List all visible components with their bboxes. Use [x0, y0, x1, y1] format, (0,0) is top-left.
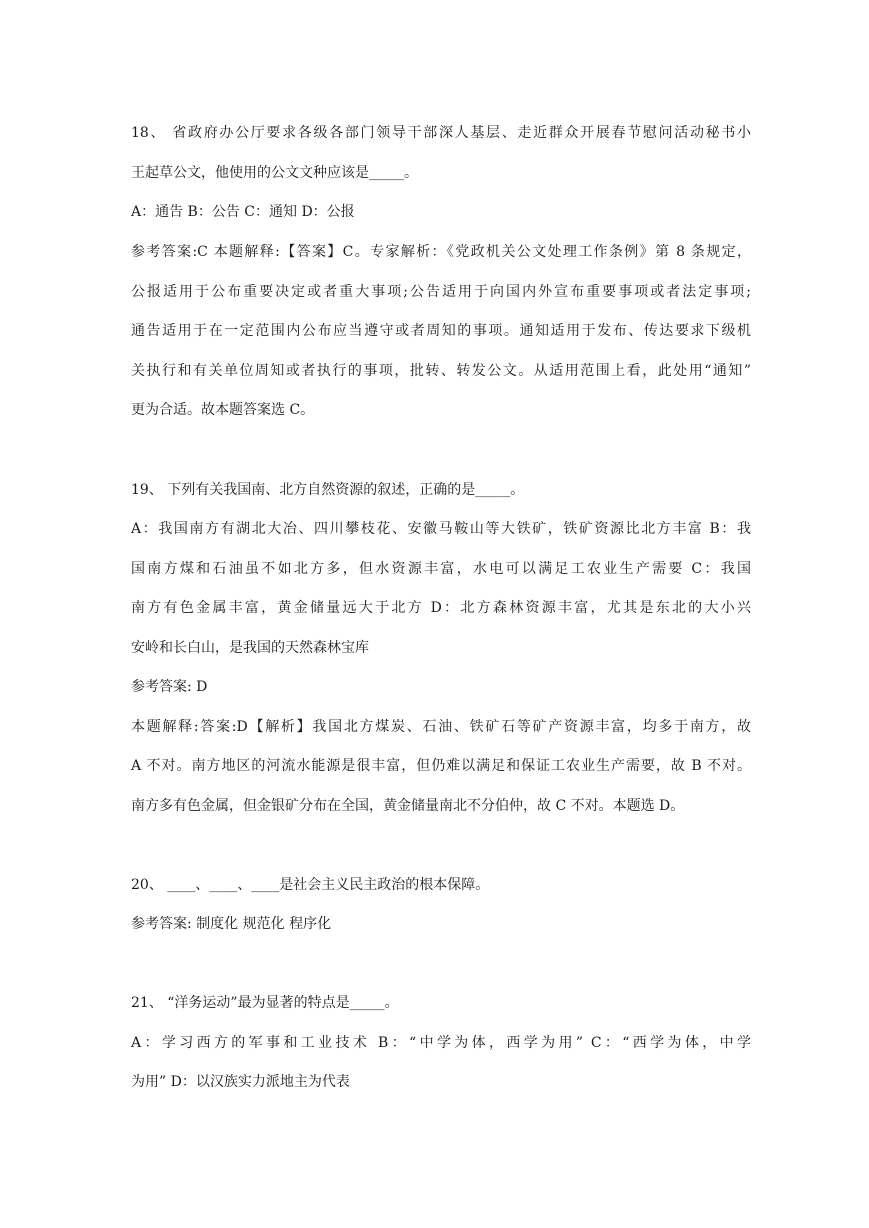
question-19-explanation-line-1: 本题解释:答案:D【解析】我国北方煤炭、石油、铁矿石等矿产资源丰富，均多于南方，故 — [131, 719, 751, 735]
question-20-answer: 参考答案: 制度化 规范化 程序化 — [131, 916, 332, 932]
question-18-answer-line-1: 参考答案:C 本题解释:【答案】C。专家解析：《党政机关公文处理工作条例》第 8 条规定， — [131, 244, 751, 260]
question-21-stem: 21、 “洋务运动”最为显著的特点是_____。 — [131, 995, 399, 1011]
question-18-answer-line-4: 关执行和有关单位周知或者执行的事项，批转、转发公文。从适用范围上看，此处用“通知” — [131, 363, 751, 379]
question-19-explanation-line-2: A 不对。南方地区的河流水能源是很丰富，但仍难以满足和保证工农业生产需要，故 B 不对。 — [131, 758, 751, 774]
question-18-answer-line-5: 更为合适。故本题答案选 C。 — [131, 402, 315, 418]
question-19-answer: 参考答案: D — [131, 679, 208, 695]
question-18-answer-line-2: 公报适用于公布重要决定或者重大事项;公告适用于向国内外宣布重要事项或者法定事项; — [131, 284, 751, 300]
question-21-options-line-2: 为用” D：以汉族实力派地主为代表 — [131, 1074, 350, 1090]
question-18-answer-line-3: 通告适用于在一定范围内公布应当遵守或者周知的事项。通知适用于发布、传达要求下级机 — [131, 323, 751, 339]
question-18-options: A：通告 B：公告 C：通知 D：公报 — [131, 204, 355, 220]
question-18-stem-line-1: 18、 省政府办公厅要求各级各部门领导干部深人基层、走近群众开展春节慰问活动秘书小 — [131, 125, 751, 141]
question-18-stem-line-2: 王起草公文，他使用的公文文种应该是_____。 — [131, 165, 418, 181]
question-19-options-line-1: A：我国南方有湖北大冶、四川攀枝花、安徽马鞍山等大铁矿，铁矿资源比北方丰富 B：我 — [131, 521, 751, 537]
question-20-stem: 20、 ____、____、____是社会主义民主政治的根本保障。 — [131, 877, 490, 893]
question-19-options-line-4: 安岭和长白山，是我国的天然森林宝库 — [131, 640, 369, 656]
question-19-options-line-3: 南方有色金属丰富，黄金储量远大于北方 D：北方森林资源丰富，尤其是东北的大小兴 — [131, 600, 751, 616]
question-21-options-line-1: A：学习西方的军事和工业技术 B：“中学为体，西学为用” C：“西学为体，中学 — [131, 1035, 751, 1051]
question-19-stem: 19、 下列有关我国南、北方自然资源的叙述，正确的是_____。 — [131, 482, 525, 498]
question-19-options-line-2: 国南方煤和石油虽不如北方多，但水资源丰富，水电可以满足工农业生产需要 C：我国 — [131, 561, 751, 577]
question-19-explanation-line-3: 南方多有色金属，但金银矿分布在全国，黄金储量南北不分伯仲，故 C 不对。本题选 D。 — [131, 798, 685, 814]
